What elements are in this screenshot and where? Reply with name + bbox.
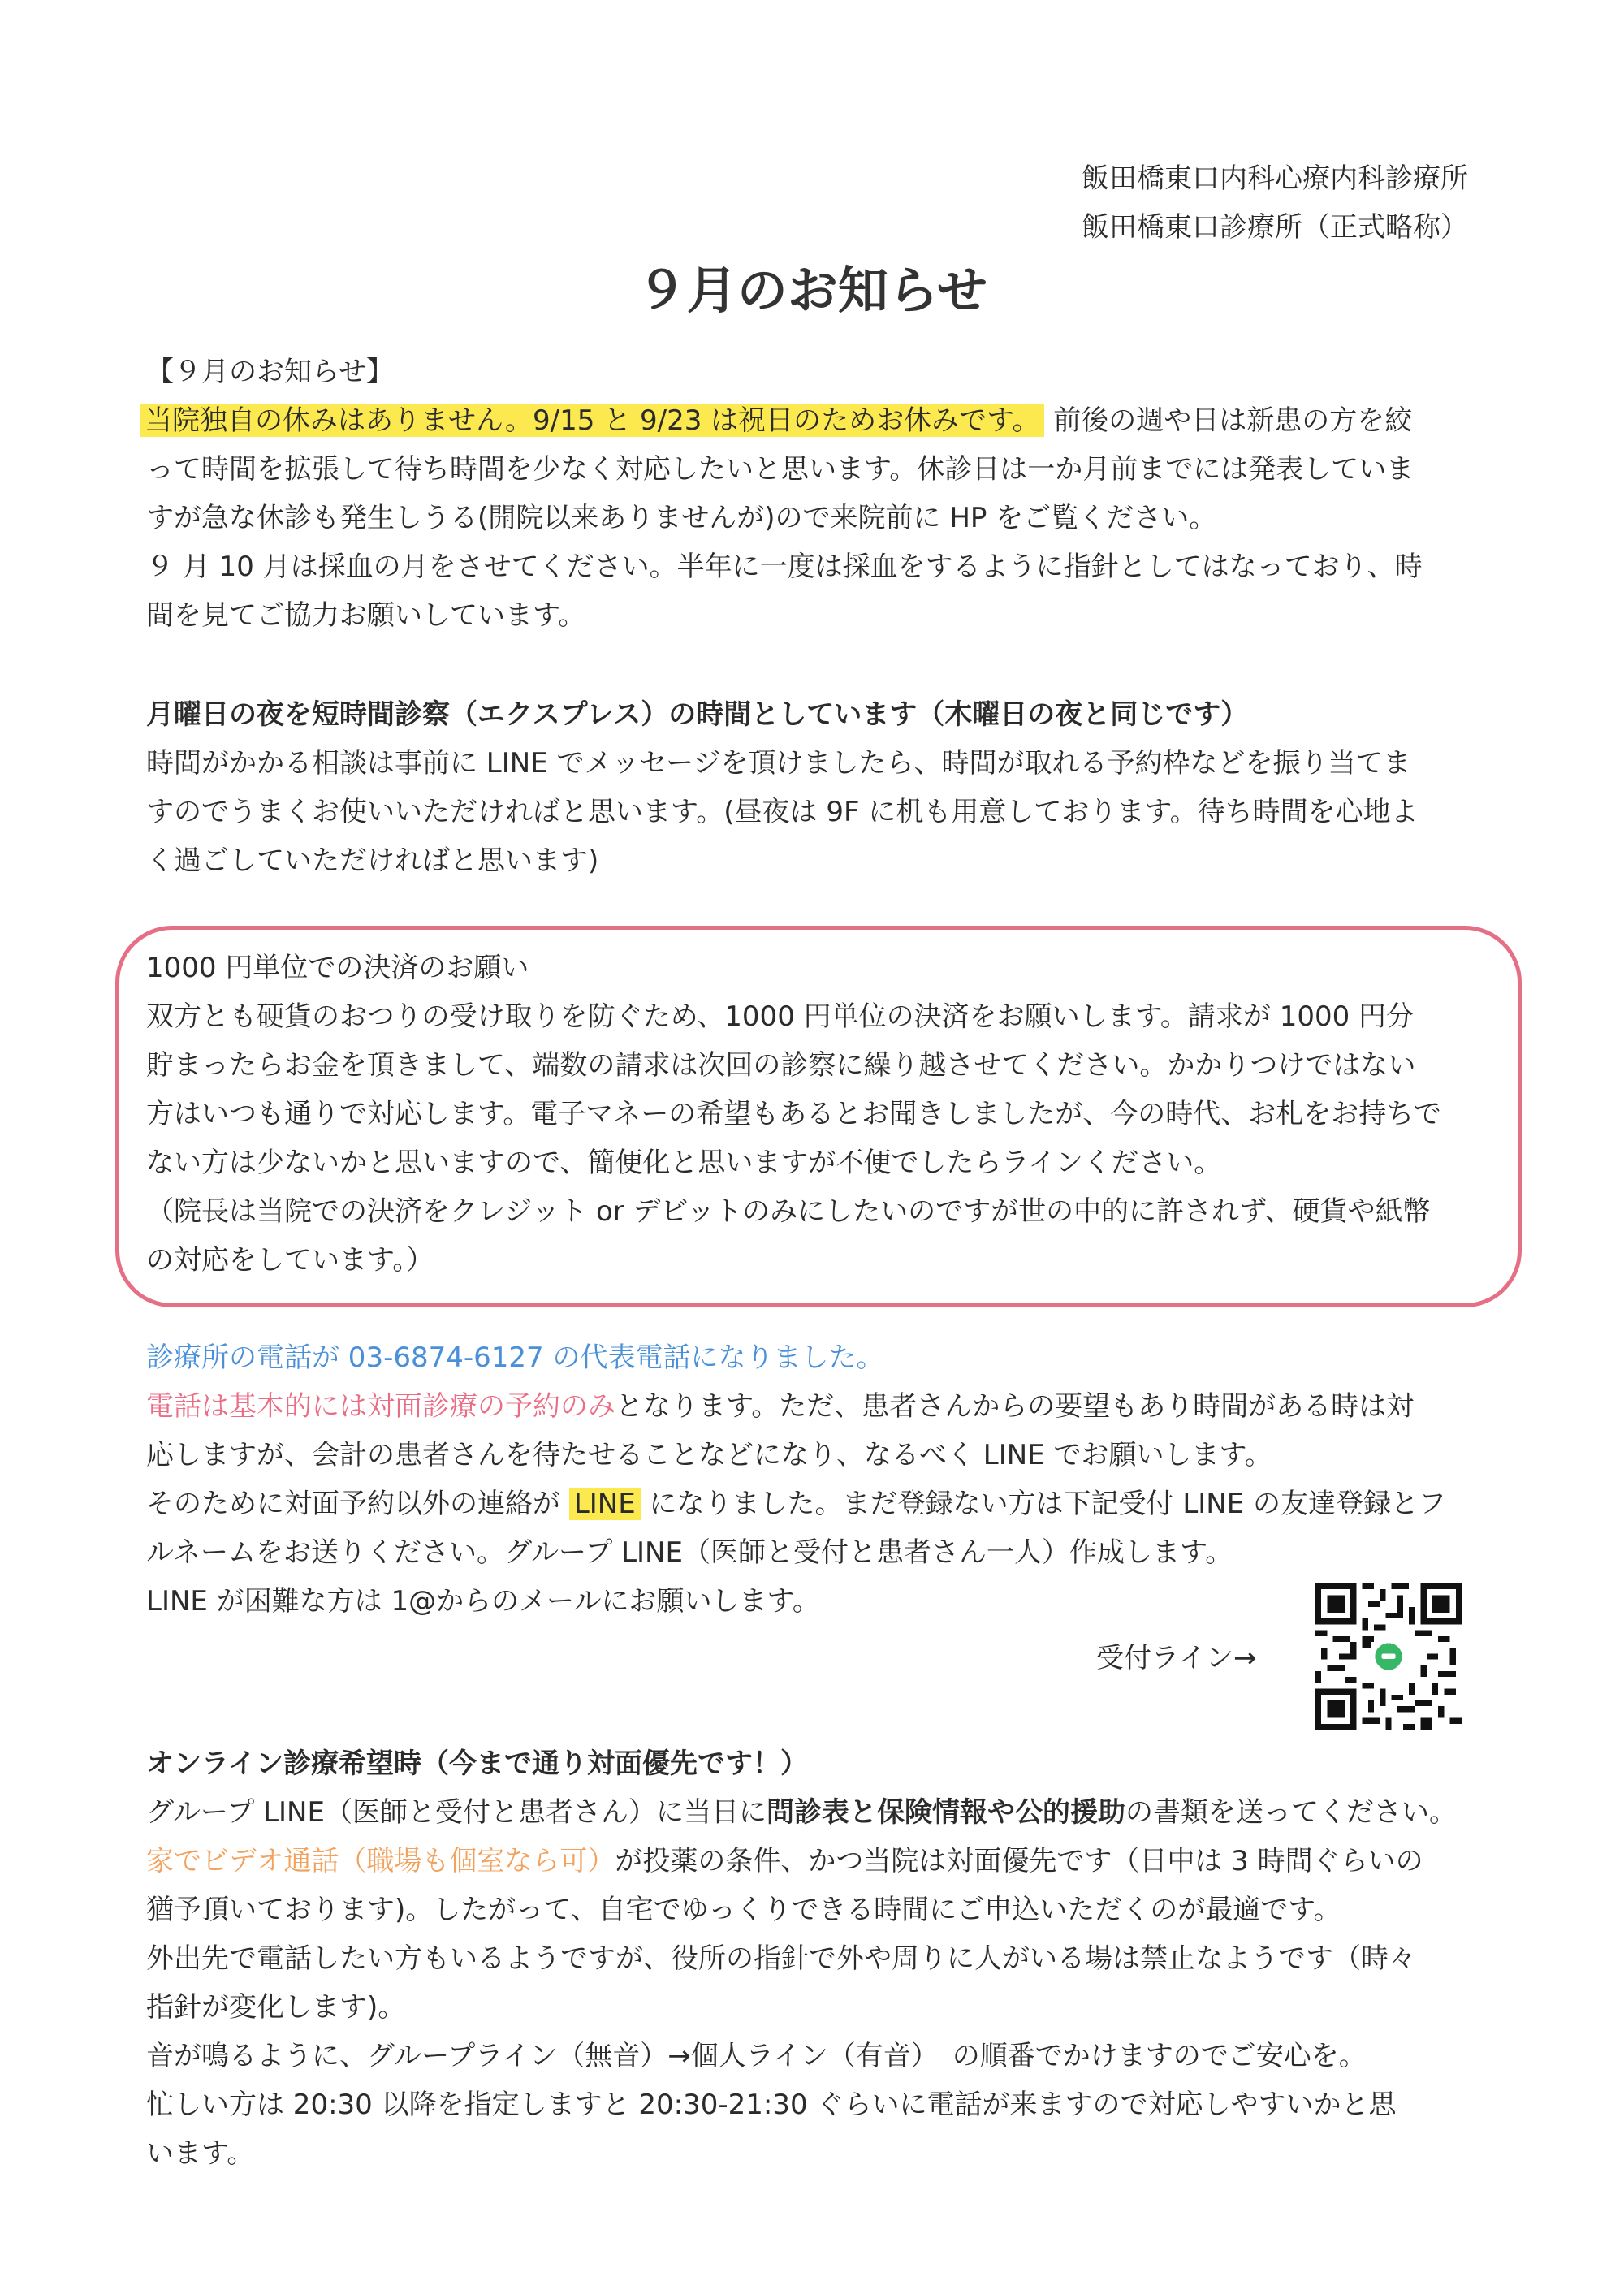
paragraph-line: 双方とも硬貨のおつりの受け取りを防ぐため、1000 円単位の決済をお願いします。請求が 1000 円分 [146, 1000, 1415, 1033]
paragraph-line: ルネームをお送りください。グループ LINE（医師と受付と患者さん一人）作成します。 [146, 1536, 1233, 1569]
paragraph-line: って時間を拡張して待ち時間を少なく対応したいと思います。休診日は一か月前までには発表していま [146, 453, 1415, 486]
payment-heading: 1000 円単位での決済のお願い [146, 952, 529, 984]
paragraph-line: LINE が困難な方は 1@からのメールにお願いします。 [146, 1585, 820, 1618]
paragraph-line: すのでうまくお使いいただければと思います。(昼夜は 9F に机も用意しております。待ち時間を心地よ [146, 796, 1419, 828]
paragraph-video-call: 家でビデオ通話（職場も個室なら可）が投薬の条件、かつ当院は対面優先です（日中は 3 時間ぐらいの [146, 1845, 1423, 1877]
phone-number-notice: 診療所の電話が 03-6874-6127 の代表電話になりました。 [146, 1341, 884, 1374]
section-heading-express: 月曜日の夜を短時間診察（エクスプレス）の時間としています（木曜日の夜と同じです） [146, 698, 1249, 731]
paragraph-line: います。 [146, 2137, 255, 2170]
paragraph-line: の対応をしています。） [146, 1244, 434, 1277]
paragraph-line: 外出先で電話したい方もいるようですが、役所の指針で外や周りに人がいる場は禁止なようです（時々 [146, 1942, 1416, 1975]
clinic-short-name: 飯田橋東口診療所（正式略称） [1082, 211, 1468, 244]
clinic-name: 飯田橋東口内科心療内科診療所 [1082, 162, 1468, 195]
line-qr-code-icon[interactable] [1315, 1583, 1462, 1730]
paragraph-line: 時間がかかる相談は事前に LINE でメッセージを頂けましたら、時間が取れる予約枠などを振り当てま [146, 747, 1411, 780]
paragraph-line: 貯まったらお金を頂きまして、端数の請求は次回の診察に繰り越させてください。かかりつけではない [146, 1049, 1416, 1082]
paragraph-line-line-contact: そのために対面予約以外の連絡が LINE になりました。まだ登録ない方は下記受付 LINE の友達登録とフ [146, 1488, 1447, 1520]
paragraph-line: 猶予頂いております)。したがって、自宅でゆっくりできる時間にご申込いただくのが最適です。 [146, 1894, 1341, 1926]
line-highlight: LINE [569, 1488, 641, 1520]
paragraph-line: 方はいつも通りで対応します。電子マネーの希望もあるとお聞きしましたが、今の時代、お札をお持ちで [146, 1098, 1441, 1130]
paragraph-line: く過ごしていただければと思います) [146, 845, 599, 877]
paragraph-line: すが急な休診も発生しうる(開院以来ありませんが)ので来院前に HP をご覧ください。 [146, 502, 1217, 534]
paragraph-holidays: 当院独自の休みはありません。9/15 と 9/23 は祝日のためお休みです。 前後の週や日は新患の方を絞 [140, 396, 1412, 445]
section-heading-online: オンライン診療希望時（今まで通り対面優先です！） [146, 1747, 808, 1780]
paragraph-phone-policy: 電話は基本的には対面診療の予約のみとなります。ただ、患者さんからの要望もあり時間がある時は対 [146, 1390, 1415, 1423]
page-title: ９月のお知らせ [636, 261, 988, 320]
paragraph-line: ない方は少ないかと思いますので、簡便化と思いますが不便でしたらラインください。 [146, 1147, 1222, 1179]
paragraph-line: 応しますが、会計の患者さんを待たせることなどになり、なるべく LINE でお願いします。 [146, 1439, 1272, 1471]
paragraph-line: （院長は当院での決済をクレジット or デビットのみにしたいのですが世の中的に許されず、硬貨や紙幣 [146, 1195, 1431, 1228]
holiday-highlight: 当院独自の休みはありません。9/15 と 9/23 は祝日のためお休みです。 [140, 404, 1044, 437]
section-heading-september: 【９月のお知らせ】 [146, 356, 394, 388]
paragraph-line: ９ 月 10 月は採血の月をさせてください。半年に一度は採血をするように指針としてはなっており、時 [146, 551, 1423, 583]
paragraph-line: 指針が変化します)。 [146, 1991, 406, 2024]
paragraph-line: 音が鳴るように、グループライン（無音）→個人ライン（有音） の順番でかけますのでご安心を。 [146, 2040, 1367, 2072]
paragraph-online-documents: グループ LINE（医師と受付と患者さん）に当日に問診表と保険情報や公的援助の書類を送ってください。 [146, 1796, 1457, 1829]
qr-label: 受付ライン→ [1096, 1642, 1257, 1674]
paragraph-line: 間を見てご協力お願いしています。 [146, 599, 586, 632]
paragraph-line: 忙しい方は 20:30 以降を指定しますと 20:30-21:30 ぐらいに電話が来ますので対応しやすいかと思 [146, 2089, 1397, 2121]
